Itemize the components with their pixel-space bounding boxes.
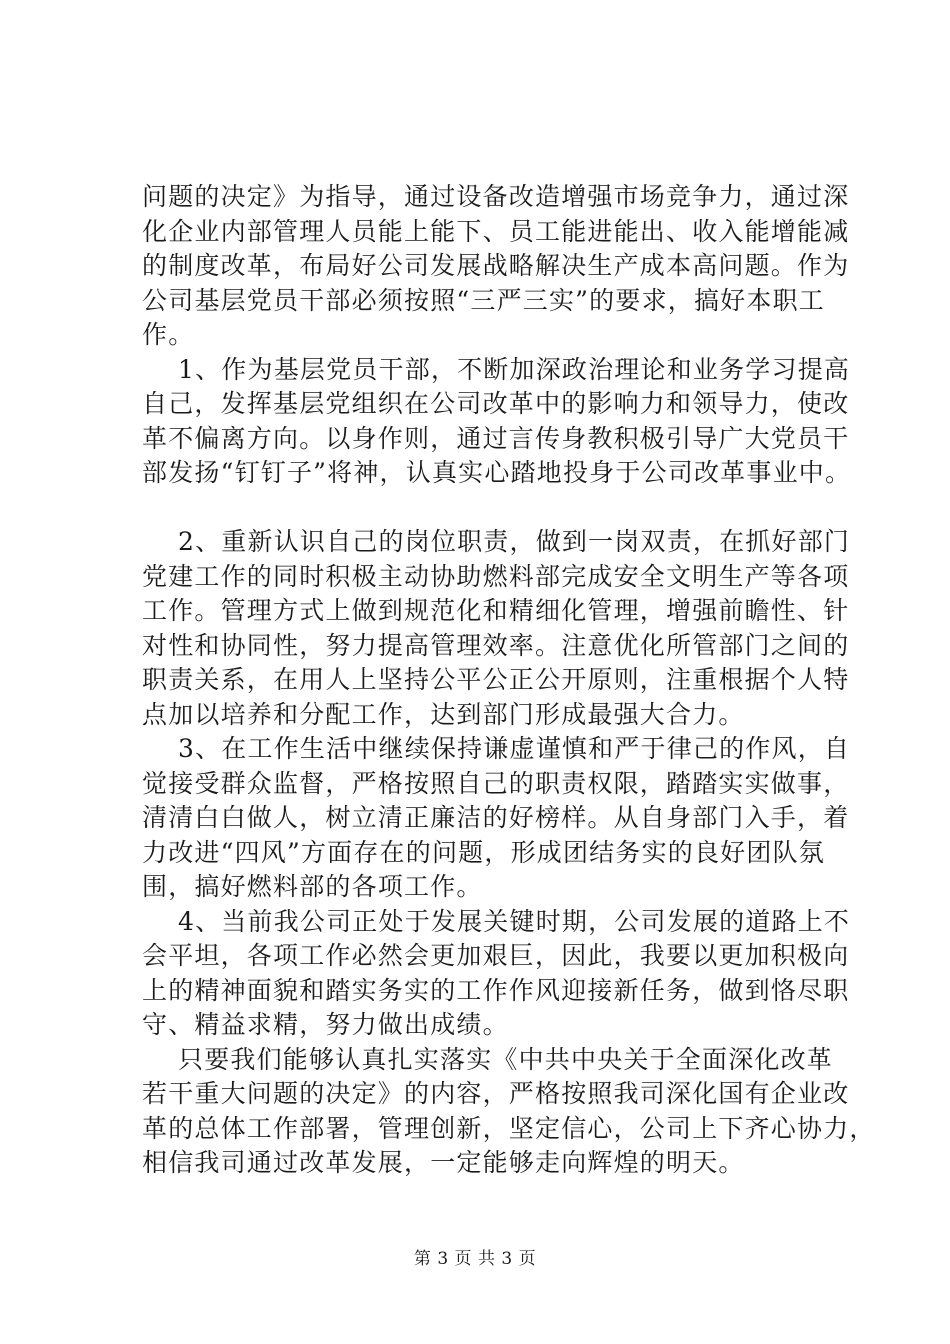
text-line: 革的总体工作部署，管理创新，坚定信心，公司上下齐心协力， [142,1113,876,1143]
text-line: 1、作为基层党员干部，不断加深政治理论和业务学习提高 [178,354,851,384]
text-line: 自己，发挥基层党组织在公司改革中的影响力和领导力，使改 [142,389,850,418]
text-line: 4、当前我公司正处于发展关键时期，公司发展的道路上不 [178,906,851,936]
text-line: 觉接受群众监督，严格按照自己的职责权限，踏踏实实做事， [142,768,850,798]
text-line: 的制度改革，布局好公司发展战略解决生产成本高问题。作为 [142,251,850,280]
text-line: 对性和协同性，努力提高管理效率。注意优化所管部门之间的 [142,630,850,660]
text-line: 3、在工作生活中继续保持谦虚谨慎和严于律己的作风，自 [178,734,851,763]
text-line: 清清白白做人，树立清正廉洁的好榜样。从自身部门入手，着 [142,803,850,832]
text-line: 工作。管理方式上做到规范化和精细化管理，增强前瞻性、针 [142,596,850,625]
text-line: 若干重大问题的决定》的内容，严格按照我司深化国有企业改 [142,1079,850,1108]
text-line: 党建工作的同时积极主动协助燃料部完成安全文明生产等各项 [142,561,850,591]
text-line: 公司基层党员干部必须按照“三严三实”的要求，搞好本职工 [142,285,825,315]
text-line: 部发扬“钉钉子”将神，认真实心踏地投身于公司改革事业中。 [142,458,852,487]
text-line: 力改进“四风”方面存在的问题，形成团结务实的良好团队氛 [142,837,825,867]
text-line: 职责关系，在用人上坚持公平公正公开原则，注重根据个人特 [142,665,850,694]
text-line: 化企业内部管理人员能上能下、员工能进能出、收入能增能减 [142,216,850,246]
text-line: 2、重新认识自己的岗位职责，做到一岗双责，在抓好部门 [178,527,851,556]
document-body [142,180,876,1181]
text-line: 围，搞好燃料部的各项工作。 [142,872,483,901]
text-line: 革不偏离方向。以身作则，通过言传身教积极引导广大党员干 [142,423,850,453]
text-line: 作。 [142,320,195,349]
text-line: 会平坦，各项工作必然会更加艰巨，因此，我要以更加积极向 [142,941,850,970]
text-line: 守、精益求精，努力做出成绩。 [142,1010,509,1039]
paragraph-gap [142,491,862,526]
text-line: 问题的决定》为指导，通过设备改造增强市场竞争力，通过深 [142,182,850,211]
page-number-footer: 第 3 页 共 3 页 [413,1249,537,1269]
text-line: 上的精神面貌和踏实务实的工作作风迎接新任务，做到恪尽职 [142,975,850,1005]
text-line: 只要我们能够认真扎实落实《中共中央关于全面深化改革 [178,1044,834,1074]
text-line: 相信我司通过改革发展，一定能够走向辉煌的明天。 [142,1148,745,1177]
text-line: 点加以培养和分配工作，达到部门形成最强大合力。 [142,699,745,729]
